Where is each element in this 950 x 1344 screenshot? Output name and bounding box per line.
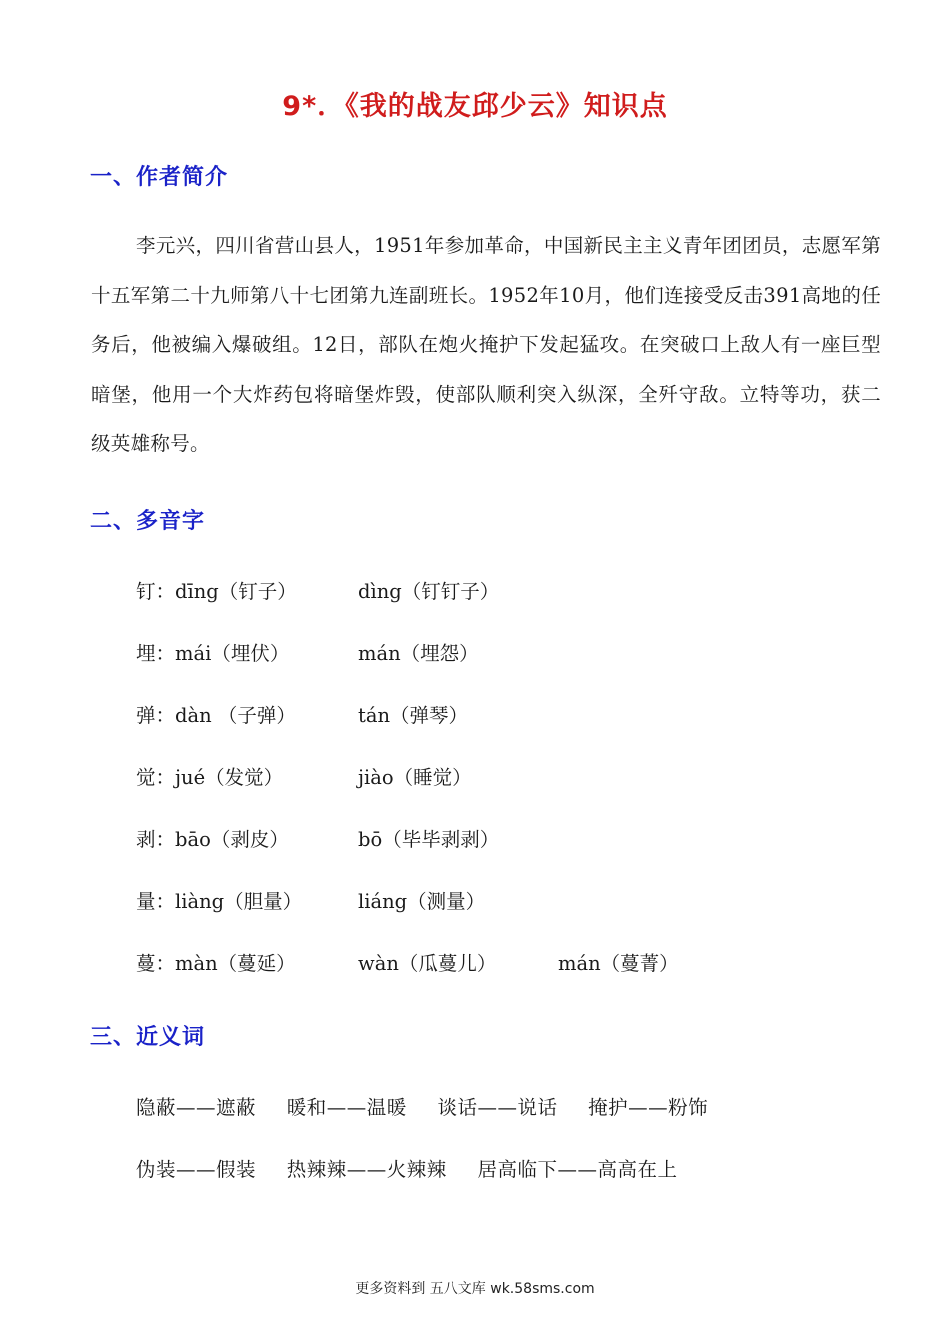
polyphone-reading: liáng（测量） bbox=[358, 890, 486, 913]
synonym-row bbox=[136, 1092, 732, 1120]
page-title: 9*．《我的战友邱少云》知识点 bbox=[282, 91, 668, 122]
polyphone-reading: mán（埋怨） bbox=[358, 642, 479, 665]
polyphone-reading: jiào（睡觉） bbox=[358, 766, 472, 789]
polyphone-reading: wàn（瓜蔓儿） bbox=[358, 952, 497, 975]
synonym-pair: 伪装——假装 bbox=[136, 1158, 257, 1181]
polyphone-reading: 觉：jué（发觉） bbox=[136, 766, 284, 789]
polyphone-reading: dìng（钉钉子） bbox=[358, 580, 500, 603]
synonym-pair: 居高临下——高高在上 bbox=[477, 1158, 678, 1181]
author-paragraph: 李元兴，四川省营山县人，1951年参加革命，中国新民主主义青年团团员，志愿军第十五军第二十九师第八十七团第九连副班长。1952年10月，他们连接受反击391高地的任务后，他被编入爆破组。12日，部队在炮火掩护下发起猛攻。在突破口上敌人有一座巨型暗堡，他用一个大炸药包将暗堡炸毁，使部队顺利突入纵深，全歼守敌。立特等功，获二级英雄称号。 bbox=[91, 234, 881, 455]
polyphone-reading: 量：liàng（胆量） bbox=[136, 890, 303, 913]
polyphone-reading: bō（毕毕剥剥） bbox=[358, 828, 500, 851]
synonym-pair: 热辣辣——火辣辣 bbox=[286, 1158, 447, 1181]
section-heading-synonyms: 三、近义词 bbox=[90, 1025, 206, 1050]
polyphone-reading: 弹：dàn （子弹） bbox=[136, 704, 296, 727]
synonym-row bbox=[136, 1154, 701, 1182]
polyphone-reading: mán（蔓菁） bbox=[558, 952, 679, 975]
polyphone-reading: 蔓：màn（蔓延） bbox=[136, 952, 296, 975]
synonym-pair: 隐蔽——遮蔽 bbox=[136, 1096, 257, 1119]
footer-link[interactable]: 更多资料到 五八文库 wk.58sms.com bbox=[355, 1281, 595, 1297]
section-heading-author: 一、作者简介 bbox=[90, 165, 229, 190]
polyphone-reading: 钉：dīng（钉子） bbox=[136, 580, 297, 603]
section-heading-polyphones: 二、多音字 bbox=[90, 509, 206, 534]
synonym-pair: 谈话——说话 bbox=[437, 1096, 558, 1119]
synonym-pair: 暖和——温暖 bbox=[286, 1096, 407, 1119]
synonym-pair: 掩护——粉饰 bbox=[588, 1096, 709, 1119]
polyphone-reading: 埋：mái（埋伏） bbox=[136, 642, 290, 665]
polyphone-reading: 剥：bāo（剥皮） bbox=[136, 828, 289, 851]
polyphone-reading: tán（弹琴） bbox=[358, 704, 469, 727]
